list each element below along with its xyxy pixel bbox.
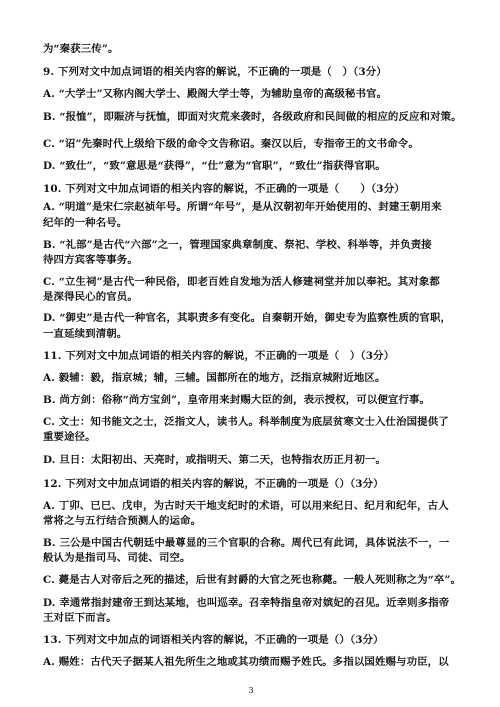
question-11: 11. 下列对文中加点词语的相关内容的解说，不正确的一项是（ ）（3分）	[43, 350, 395, 362]
option-10a-cont: 纪年的一种名号。	[43, 217, 128, 229]
question-9: 9. 下列对文中加点词语的相关内容的解说，不正确的一项是（ ）（3分）	[43, 66, 387, 78]
option-12d-cont: 王对臣下而言。	[43, 612, 117, 624]
option-11c-cont: 重要途径。	[43, 431, 96, 443]
option-10b-cont: 待四方宾客等事务。	[43, 254, 138, 266]
option-12b: B. 三公是中国古代朝廷中最尊显的三个官职的合称。周代已有此词，具体说法不一，一	[43, 537, 450, 549]
option-11d: D. 旦日：太阳初出、天亮时，或指明天、第二天，也特指农历正月初一。	[43, 454, 387, 466]
text-line: 为“秦获三传”。	[43, 43, 119, 55]
option-10d: D. “御史”是古代一种官名，其职责多有变化。自秦朝开始，御史专为监察性质的官职，	[43, 312, 452, 324]
option-10d-cont: 一直延续到清朝。	[43, 328, 128, 340]
option-10a: A. “明道”是宋仁宗赵祯年号。所谓“年号”，是从汉朝初年开始使用的、封建王朝用来	[43, 201, 442, 213]
option-11b: B. 尚方剑：俗称“尚方宝剑”，皇帝用来封赐大臣的剑，表示授权，可以便宜行事。	[43, 394, 431, 406]
option-12c: C. 薨是古人对帝后之死的描述，后世有封爵的大官之死也称薨。一般人死则称之为“卒”。	[43, 574, 462, 586]
question-12: 12. 下列对文中加点词语的相关内容的解说，不正确的一项是（）（3分）	[43, 478, 384, 490]
question-13: 13. 下列对文中加点的词语相关内容的解说，不正确的一项是（）（3分）	[43, 634, 384, 646]
page-number: 3	[248, 686, 254, 695]
option-12d: D. 幸通常指封建帝王到达某地，也叫巡幸。召幸特指皇帝对嫔妃的召见。近幸则多指帝	[43, 597, 450, 609]
option-9d: D. “致仕”，“致”意思是“获得”，“仕”意为“官职”，“致仕”指获得官职。	[43, 160, 386, 172]
option-9c: C. “诏”先秦时代上级给下级的命令文告称诏。秦汉以后，专指帝王的文书命令。	[43, 138, 419, 150]
option-12a-cont: 常将之与五行结合预测人的运命。	[43, 515, 202, 527]
option-10c: C. “立生祠”是古代一种民俗，即老百姓自发地为活人修建祠堂并加以奉祀。其对象都	[43, 276, 440, 288]
option-10c-cont: 是深得民心的官员。	[43, 291, 138, 303]
question-10: 10. 下列对文中加点词语的相关内容的解说，不正确的一项是（ ）（3分）	[43, 183, 405, 195]
option-11c: C. 文士：知书能文之士，泛指文人，读书人。科举制度为底层贫寒文士入仕治国提供了	[43, 416, 449, 428]
option-12a: A. 丁卯、已巳、戊申，为古时天干地支纪时的术语，可以用来纪日、纪月和纪年，古人	[43, 500, 449, 512]
option-10b: B. “礼部”是古代“六部”之一，管理国家典章制度、祭祀、学校、科举等，并负责接	[43, 239, 432, 251]
option-9b: B. “报恤”，即賑济与抚恤，即面对灾荒来袭时，各级政府和民间做的相应的反应和对策。	[43, 111, 462, 123]
option-9a: A. “大学士”又称内阁大学士、殿阁大学士等，为辅助皇帝的高级秘书官。	[43, 88, 388, 100]
option-12b-cont: 般认为是指司马、司徒、司空。	[43, 552, 191, 564]
option-13a: A. 赐姓：古代天子据某人祖先所生之地或其功绩而赐予姓氏。多指以国姓赐与功臣，以	[43, 656, 449, 668]
option-11a: A. 毅辅：毅，指京城；辅，三辅。国都所在的地方，泛指京城附近地区。	[43, 372, 386, 384]
